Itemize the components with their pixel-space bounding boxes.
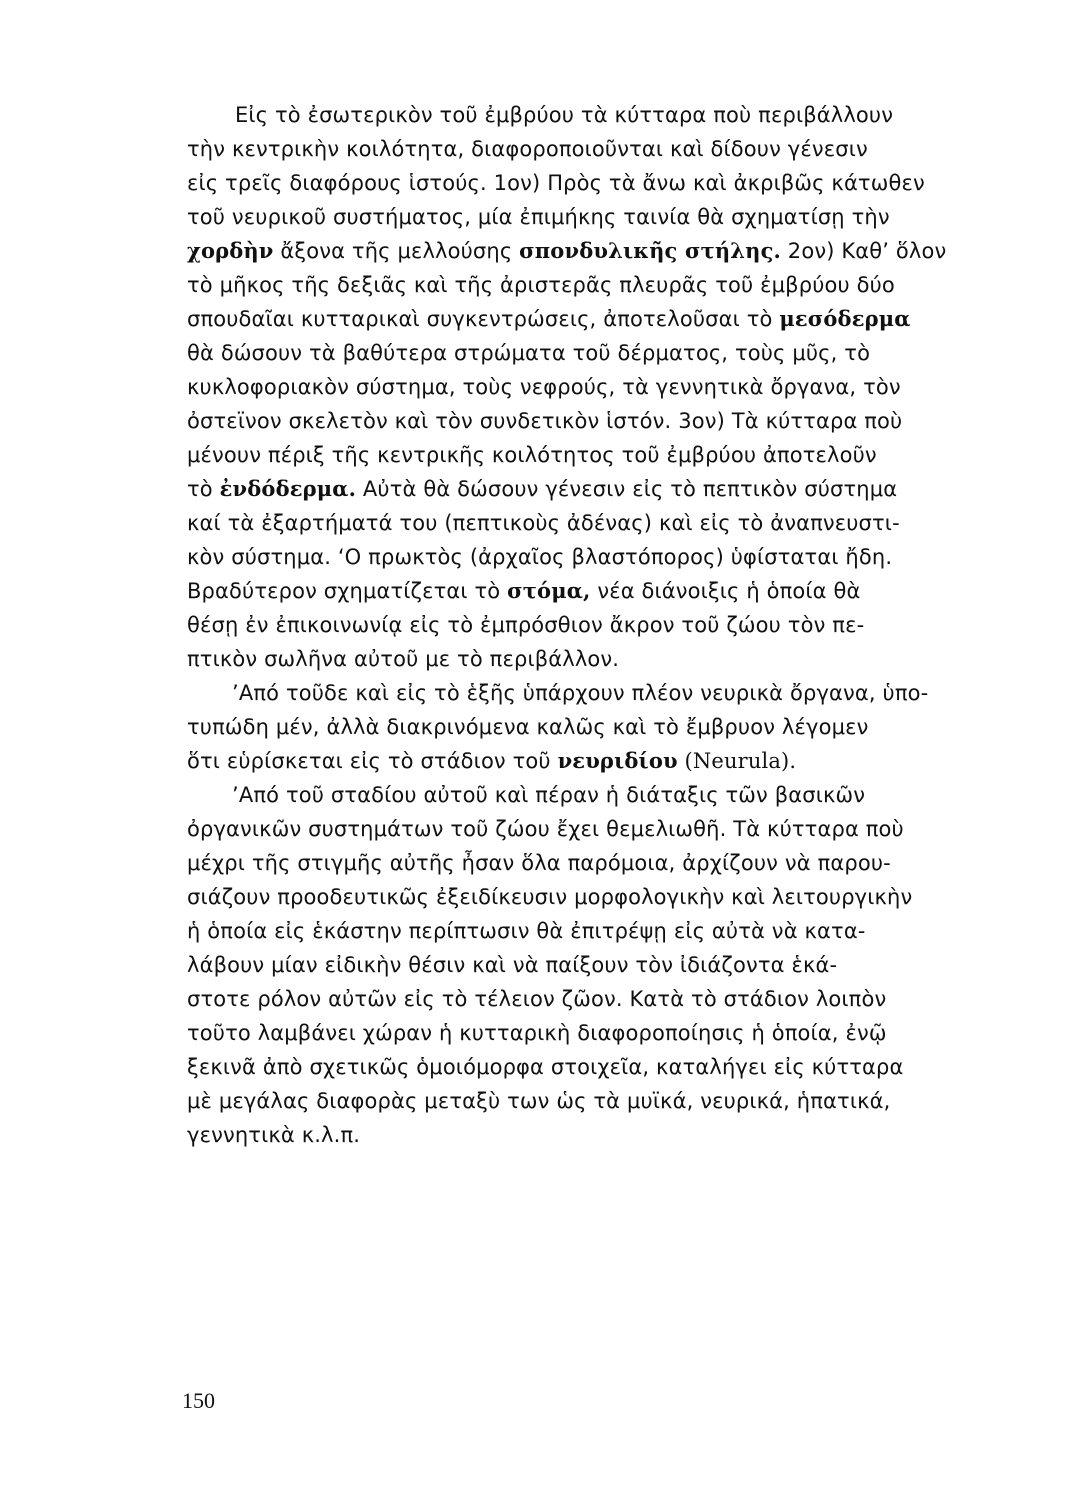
- text-fragment: Βραδύτερον σχηματίζεται τὸ: [187, 579, 508, 603]
- term-stoma: στόμα,: [507, 578, 591, 603]
- text-line: ἡ ὁποία εἰς ἑκάστην περίπτωσιν θὰ ἐπιτρέψῃ εἰς αὐτὰ νὰ κατα-: [187, 919, 866, 943]
- text-line: Εἰς τὸ ἐσωτερικὸν τοῦ ἐμβρύου τὰ κύτταρα ποὺ περιβάλλουν: [235, 103, 894, 127]
- text-fragment: νέα διάνοιξις ἡ ὁποία θὰ: [590, 579, 861, 603]
- text-line: καί τὰ ἐξαρτήματά του (πεπτικοὺς ἀδένας) καὶ εἰς τὸ ἀναπνευστι-: [187, 511, 900, 535]
- term-chordi: χορδὴν: [187, 238, 274, 263]
- body-text: [187, 98, 1015, 1152]
- text-line: τὸ μῆκος τῆς δεξιᾶς καὶ τῆς ἀριστερᾶς πλευρᾶς τοῦ ἐμβρύου δύο: [187, 273, 895, 297]
- text-line: [187, 574, 1015, 608]
- text-fragment: ἄξονα τῆς μελλούσης: [273, 239, 520, 263]
- text-fragment: 2ον) Καθ’ ὅλον: [780, 239, 947, 263]
- text-line: μέχρι τῆς στιγμῆς αὐτῆς ἦσαν ὅλα παρόμοια, ἀρχίζουν νὰ παρου-: [187, 851, 891, 875]
- text-line: κὸν σύστημα. ‘Ο πρωκτὸς (ἀρχαῖος βλαστόπορος) ὑφίσταται ἤδη.: [187, 545, 893, 569]
- text-line: στοτε ρόλον αὐτῶν εἰς τὸ τέλειον ζῶον. Κατὰ τὸ στάδιον λοιπὸν: [187, 987, 887, 1011]
- text-line: ὀργανικῶν συστημάτων τοῦ ζώου ἔχει θεμελιωθῆ. Τὰ κύτταρα ποὺ: [187, 817, 904, 841]
- text-line: [187, 302, 1015, 336]
- text-line: τοῦ νευρικοῦ συστήματος, μία ἐπιμήκης ταινία θὰ σχηματίσῃ τὴν: [187, 205, 890, 229]
- text-line: λάβουν μίαν εἰδικὴν θέσιν καὶ νὰ παίξουν τὸν ἰδιάζοντα ἑκά-: [187, 953, 838, 977]
- text-fragment: Αὐτὰ θὰ δώσουν γένεσιν εἰς τὸ πεπτικὸν σύστημα: [356, 477, 898, 501]
- text-line: ’Από τοῦδε καὶ εἰς τὸ ἑξῆς ὑπάρχουν πλέον νευρικὰ ὄργανα, ὑπο-: [232, 681, 929, 705]
- text-line: [187, 744, 1015, 778]
- text-fragment: σπουδαῖαι κυτταρικαὶ συγκεντρώσεις, ἀποτελοῦσαι τὸ: [187, 307, 780, 331]
- text-line: πτικὸν σωλῆνα αὐτοῦ με τὸ περιβάλλον.: [187, 647, 620, 671]
- text-line: γεννητικὰ κ.λ.π.: [187, 1123, 361, 1147]
- text-fragment: [678, 749, 685, 773]
- text-line: μὲ μεγάλας διαφορὰς μεταξὺ των ὡς τὰ μυϊκά, νευρικά, ἡπατικά,: [187, 1089, 891, 1113]
- text-line: σιάζουν προοδευτικῶς ἐξειδίκευσιν μορφολογικὴν καὶ λειτουργικὴν: [187, 885, 913, 909]
- text-line: [187, 472, 1015, 506]
- term-nevridiou: νευριδίου: [557, 748, 678, 773]
- term-mesoderma: μεσόδερμα: [779, 306, 911, 331]
- text-line: εἰς τρεῖς διαφόρους ἱστούς. 1ον) Πρὸς τὰ ἄνω καὶ ἀκριβῶς κάτωθεν: [187, 171, 925, 195]
- text-line: μένουν πέριξ τῆς κεντρικῆς κοιλότητος τοῦ ἐμβρύου ἀποτελοῦν: [187, 443, 877, 467]
- text-line: κυκλοφοριακὸν σύστημα, τοὺς νεφρούς, τὰ γεννητικὰ ὄργανα, τὸν: [187, 375, 901, 399]
- text-line: θέσῃ ἐν ἐπικοινωνίᾳ εἰς τὸ ἐμπρόσθιον ἄκρον τοῦ ζώου τὸν πε-: [187, 613, 865, 637]
- text-line: τοῦτο λαμβάνει χώραν ἡ κυτταρικὴ διαφοροποίησις ἡ ὁποία, ἐνῷ: [187, 1021, 887, 1045]
- term-spondyliki-stili: σπονδυλικῆς στήλης.: [519, 238, 781, 263]
- term-endoderma: ἐνδόδερμα.: [219, 476, 357, 501]
- text-line: τυπώδη μέν, ἀλλὰ διακρινόμενα καλῶς καὶ τὸ ἔμβρυον λέγομεν: [187, 715, 869, 739]
- text-line: θὰ δώσουν τὰ βαθύτερα στρώματα τοῦ δέρματος, τοὺς μῦς, τὸ: [187, 341, 871, 365]
- text-line: ’Από τοῦ σταδίου αὐτοῦ καὶ πέραν ἡ διάταξις τῶν βασικῶν: [232, 783, 866, 807]
- text-line: ξεκινᾶ ἀπὸ σχετικῶς ὁμοιόμορφα στοιχεῖα, καταλήγει εἰς κύτταρα: [187, 1055, 904, 1079]
- paragraph-1: [187, 98, 1015, 676]
- page-number: 150: [182, 1388, 215, 1413]
- text-line: τὴν κεντρικὴν κοιλότητα, διαφοροποιοῦνται καὶ δίδουν γένεσιν: [187, 137, 868, 161]
- text-line: [187, 234, 1015, 268]
- text-fragment: ὅτι εὑρίσκεται εἰς τὸ στάδιον τοῦ: [187, 749, 558, 773]
- paragraph-2: [187, 676, 1015, 778]
- text-line: ὀστεϊνον σκελετὸν καὶ τὸν συνδετικὸν ἱστόν. 3ον) Τὰ κύτταρα ποὺ: [187, 409, 903, 433]
- paragraph-3: [187, 778, 1015, 1152]
- term-neurula: (Neurula).: [684, 749, 797, 773]
- text-fragment: τὸ: [187, 477, 220, 501]
